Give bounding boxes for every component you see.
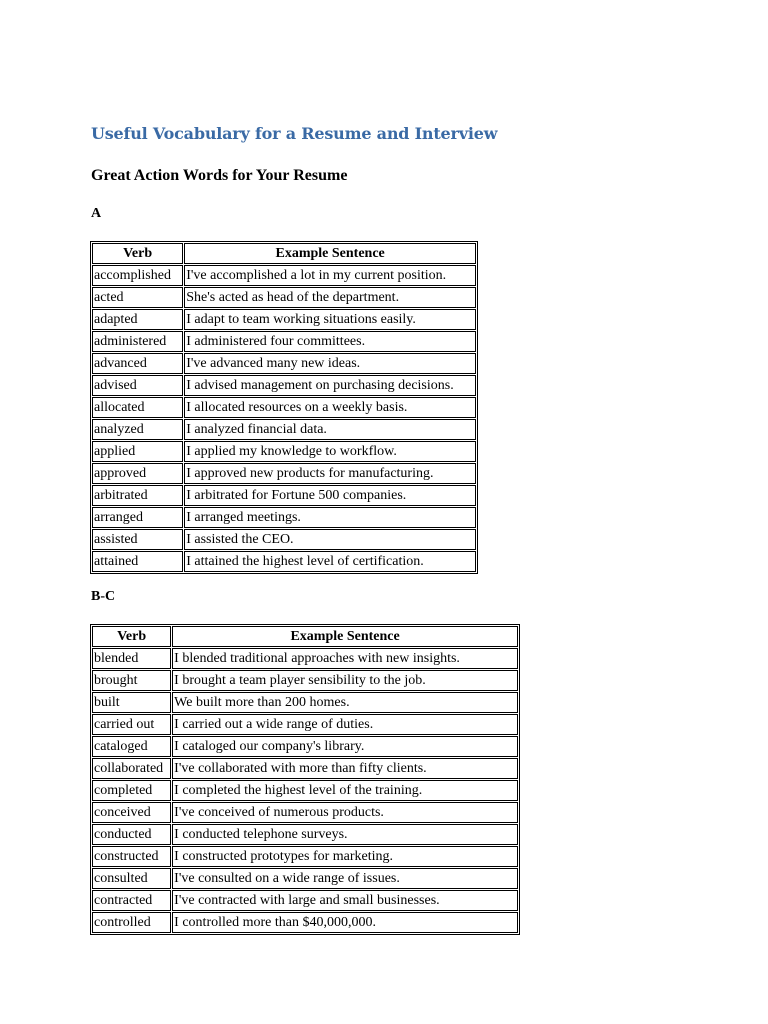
table-row: [92, 736, 518, 757]
table-row: [92, 912, 518, 933]
column-header-verb: Verb: [92, 243, 183, 264]
verb-cell: conceived: [92, 802, 171, 823]
verb-cell: accomplished: [92, 265, 183, 286]
example-sentence-cell: I've collaborated with more than fifty clients.: [172, 758, 518, 779]
verb-cell: applied: [92, 441, 183, 462]
verb-cell: brought: [92, 670, 171, 691]
table-row: [92, 648, 518, 669]
verb-cell: contracted: [92, 890, 171, 911]
table-row: [92, 463, 476, 484]
verb-cell: completed: [92, 780, 171, 801]
table-row: [92, 331, 476, 352]
section-label-a: A: [91, 206, 102, 221]
table-row: [92, 529, 476, 550]
table-row: [92, 692, 518, 713]
verb-cell: collaborated: [92, 758, 171, 779]
verb-cell: consulted: [92, 868, 171, 889]
verb-cell: attained: [92, 551, 183, 572]
section-heading: Great Action Words for Your Resume: [91, 167, 348, 184]
example-sentence-cell: I've contracted with large and small businesses.: [172, 890, 518, 911]
example-sentence-cell: I adapt to team working situations easily.: [184, 309, 476, 330]
verb-cell: assisted: [92, 529, 183, 550]
table-row: [92, 890, 518, 911]
example-sentence-cell: I've accomplished a lot in my current position.: [184, 265, 476, 286]
vocab-table-b-c: [90, 624, 520, 935]
example-sentence-cell: I arbitrated for Fortune 500 companies.: [184, 485, 476, 506]
verb-cell: built: [92, 692, 171, 713]
verb-cell: blended: [92, 648, 171, 669]
table-row: [92, 802, 518, 823]
verb-cell: allocated: [92, 397, 183, 418]
table-row: [92, 868, 518, 889]
verb-cell: advised: [92, 375, 183, 396]
example-sentence-cell: She's acted as head of the department.: [184, 287, 476, 308]
example-sentence-cell: We built more than 200 homes.: [172, 692, 518, 713]
example-sentence-cell: I controlled more than $40,000,000.: [172, 912, 518, 933]
verb-cell: analyzed: [92, 419, 183, 440]
example-sentence-cell: I administered four committees.: [184, 331, 476, 352]
verb-cell: acted: [92, 287, 183, 308]
example-sentence-cell: I carried out a wide range of duties.: [172, 714, 518, 735]
example-sentence-cell: I've advanced many new ideas.: [184, 353, 476, 374]
section-label-b-c: B-C: [91, 589, 116, 604]
verb-cell: arranged: [92, 507, 183, 528]
page-title: Useful Vocabulary for a Resume and Interview: [91, 124, 498, 143]
table-row: [92, 265, 476, 286]
verb-cell: carried out: [92, 714, 171, 735]
table-row: [92, 824, 518, 845]
table-row: [92, 375, 476, 396]
example-sentence-cell: I attained the highest level of certification.: [184, 551, 476, 572]
table-header-row: [92, 626, 518, 647]
verb-cell: cataloged: [92, 736, 171, 757]
verb-cell: arbitrated: [92, 485, 183, 506]
verb-cell: controlled: [92, 912, 171, 933]
table-row: [92, 507, 476, 528]
column-header-verb: Verb: [92, 626, 171, 647]
example-sentence-cell: I analyzed financial data.: [184, 419, 476, 440]
example-sentence-cell: I blended traditional approaches with new insights.: [172, 648, 518, 669]
example-sentence-cell: I cataloged our company's library.: [172, 736, 518, 757]
table-row: [92, 397, 476, 418]
vocab-table-a: [90, 241, 478, 574]
table-row: [92, 758, 518, 779]
table-header-row: [92, 243, 476, 264]
verb-cell: constructed: [92, 846, 171, 867]
table-row: [92, 287, 476, 308]
table-row: [92, 714, 518, 735]
verb-cell: administered: [92, 331, 183, 352]
table-row: [92, 309, 476, 330]
column-header-example: Example Sentence: [184, 243, 476, 264]
example-sentence-cell: I approved new products for manufacturing.: [184, 463, 476, 484]
example-sentence-cell: I arranged meetings.: [184, 507, 476, 528]
table-row: [92, 670, 518, 691]
example-sentence-cell: I allocated resources on a weekly basis.: [184, 397, 476, 418]
example-sentence-cell: I brought a team player sensibility to the job.: [172, 670, 518, 691]
verb-cell: conducted: [92, 824, 171, 845]
column-header-example: Example Sentence: [172, 626, 518, 647]
table-row: [92, 419, 476, 440]
verb-cell: adapted: [92, 309, 183, 330]
table-row: [92, 485, 476, 506]
verb-cell: advanced: [92, 353, 183, 374]
example-sentence-cell: I've consulted on a wide range of issues.: [172, 868, 518, 889]
example-sentence-cell: I assisted the CEO.: [184, 529, 476, 550]
table-row: [92, 353, 476, 374]
example-sentence-cell: I completed the highest level of the training.: [172, 780, 518, 801]
table-row: [92, 441, 476, 462]
verb-cell: approved: [92, 463, 183, 484]
table-row: [92, 780, 518, 801]
example-sentence-cell: I've conceived of numerous products.: [172, 802, 518, 823]
table-row: [92, 551, 476, 572]
example-sentence-cell: I constructed prototypes for marketing.: [172, 846, 518, 867]
example-sentence-cell: I applied my knowledge to workflow.: [184, 441, 476, 462]
example-sentence-cell: I conducted telephone surveys.: [172, 824, 518, 845]
example-sentence-cell: I advised management on purchasing decisions.: [184, 375, 476, 396]
table-row: [92, 846, 518, 867]
